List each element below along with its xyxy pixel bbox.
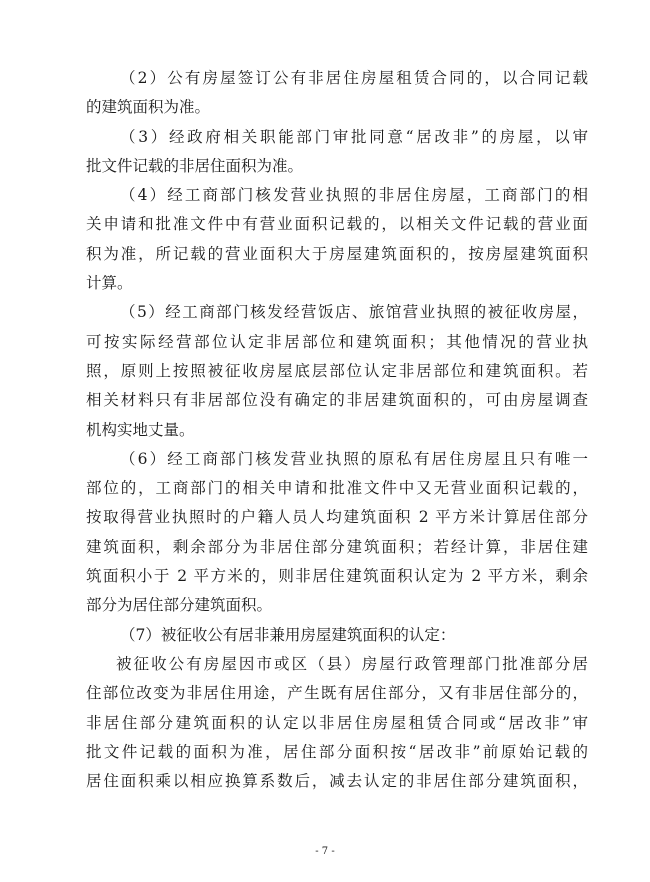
- text-line: 计算。: [86, 274, 133, 293]
- text-line: 相关材料只有非居部位没有确定的非居建筑面积的，可由房屋调查: [86, 391, 588, 410]
- text-line: （4）经工商部门核发营业执照的非居住房屋，工商部门的相: [120, 186, 588, 205]
- text-line: （6）经工商部门核发营业执照的原私有居住房屋且只有唯一: [120, 449, 588, 468]
- text-line: 照，原则上按照被征收房屋底层部位认定非居部位和建筑面积。若: [86, 361, 588, 380]
- text-line: 筑面积小于 2 平方米的，则非居住建筑面积认定为 2 平方米，剩余: [86, 567, 588, 586]
- paragraph-p3: [86, 123, 588, 182]
- text-line: 积为准，所记载的营业面积大于房屋建筑面积的，按房屋建筑面积: [86, 244, 588, 263]
- paragraph-p7: [86, 621, 588, 650]
- page-number: - 7 -: [315, 846, 335, 857]
- text-line: （5）经工商部门核发经营饭店、旅馆营业执照的被征收房屋，: [120, 303, 588, 322]
- text-line: 批文件记载的非居住面积为准。: [86, 156, 304, 175]
- text-line: 居住面积乘以相应换算系数后，减去认定的非居住部分建筑面积，: [86, 772, 588, 791]
- text-line: 住部位改变为非居住用途，产生既有居住部分，又有非居住部分的，: [86, 684, 588, 703]
- text-line: 可按实际经营部位认定非居部位和建筑面积；其他情况的营业执: [86, 332, 588, 351]
- text-line: 部位的，工商部门的相关申请和批准文件中又无营业面积记载的，: [86, 479, 588, 498]
- text-line: 的建筑面积为准。: [86, 98, 211, 117]
- text-line: 关申请和批准文件中有营业面积记载的，以相关文件记载的营业面: [86, 215, 588, 234]
- text-line: 非居住部分建筑面积的认定以非居住房屋租赁合同或“居改非”审: [86, 713, 588, 732]
- paragraph-p5: [86, 298, 588, 444]
- text-line: 按取得营业执照时的户籍人员人均建筑面积 2 平方米计算居住部分: [86, 508, 588, 527]
- text-line: （2）公有房屋签订公有非居住房屋租赁合同的，以合同记载: [120, 69, 588, 87]
- paragraph-p4: [86, 181, 588, 298]
- text-line: （3）经政府相关职能部门审批同意“居改非”的房屋，以审: [120, 127, 588, 146]
- text-line: 批文件记载的面积为准，居住部分面积按“居改非”前原始记载的: [86, 742, 588, 761]
- document-body: [86, 64, 588, 796]
- text-line: 机构实地丈量。: [86, 420, 195, 439]
- paragraph-p8: [86, 650, 588, 796]
- text-line: （7）被征收公有居非兼用房屋建筑面积的认定：: [120, 625, 456, 644]
- paragraph-p2: [86, 64, 588, 123]
- paragraph-p6: [86, 445, 588, 621]
- text-line: 建筑面积，剩余部分为非居住部分建筑面积；若经计算，非居住建: [86, 537, 588, 556]
- text-line: 被征收公有房屋因市或区（县）房屋行政管理部门批准部分居: [116, 654, 588, 673]
- text-line: 部分为居住部分建筑面积。: [86, 596, 273, 615]
